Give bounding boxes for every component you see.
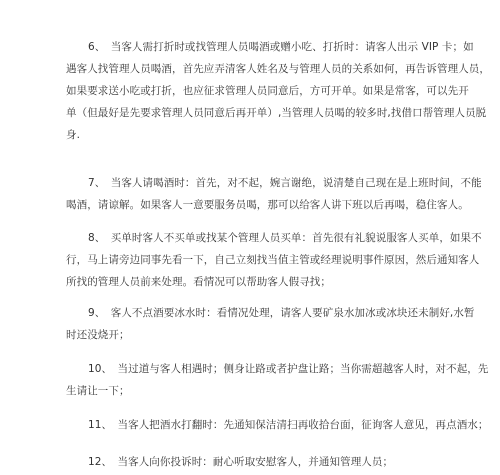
paragraph-item-12 (66, 451, 444, 473)
paragraph-line: 所找的管理人员前来处理。看情况可以帮助客人假寻找； (66, 276, 331, 288)
paragraph-line: 8、 买单时客人不买单或找某个管理人员买单：首先很有礼貌说服客人买单，如果不 (88, 232, 482, 244)
paragraph-item-10 (66, 358, 489, 402)
paragraph-item-9 (66, 302, 475, 346)
paragraph-line: 时还没烧开； (66, 329, 130, 341)
paragraph-line: 10、 当过道与客人相遇时；侧身让路或者护盘让路；当你需超越客人时，对不起，先 (88, 363, 489, 375)
paragraph-item-11 (66, 414, 489, 436)
paragraph-line: 7、 当客人请喝酒时：首先，对不起，婉言谢绝，说清楚自己现在是上班时间，不能 (88, 177, 482, 189)
paragraph-line: 生请让一下； (66, 385, 130, 397)
paragraph-line: 如果要求送小吃或打折，也应征求管理人员同意后，方可开单。如果是常客，可以先开 (66, 85, 469, 97)
paragraph-item-8 (66, 227, 482, 293)
paragraph-line: 行，马上请旁边同事先看一下，自己立刻找当值主管或经理说明事件原因，然后通知客人 (66, 254, 480, 266)
paragraph-line: 遇客人找管理人员喝酒，首先应弄清客人姓名及与管理人员的关系如何，再告诉管理人员， (66, 63, 490, 75)
paragraph-line: 喝酒，请谅解。如果客人一意要服务员喝，那可以给客人讲下班以后再喝，稳住客人。 (66, 199, 469, 211)
paragraph-line: 单（但最好是先要求管理人员同意后再开单）,当管理人员喝的较多时,找借口帮管理人员脱 (66, 107, 487, 119)
paragraph-item-7 (66, 172, 482, 216)
paragraph-line: 9、 客人不点酒要冰水时：看情况处理，请客人要矿泉水加冰或冰块还未制好,水暂 (88, 307, 475, 319)
paragraph-line: 11、 当客人把酒水打翻时：先通知保洁清扫再收拾台面，征询客人意见，再点酒水； (88, 419, 489, 431)
paragraph-line: 12、 当客人向你投诉时：耐心听取安慰客人，并通知管理人员； (88, 456, 394, 468)
paragraph-line: 6、 当客人需打折时或找管理人员喝酒或赠小吃、打折时：请客人出示 VIP 卡；如 (88, 41, 474, 53)
paragraph-item-6 (66, 36, 490, 146)
paragraph-line: 身. (66, 129, 81, 141)
